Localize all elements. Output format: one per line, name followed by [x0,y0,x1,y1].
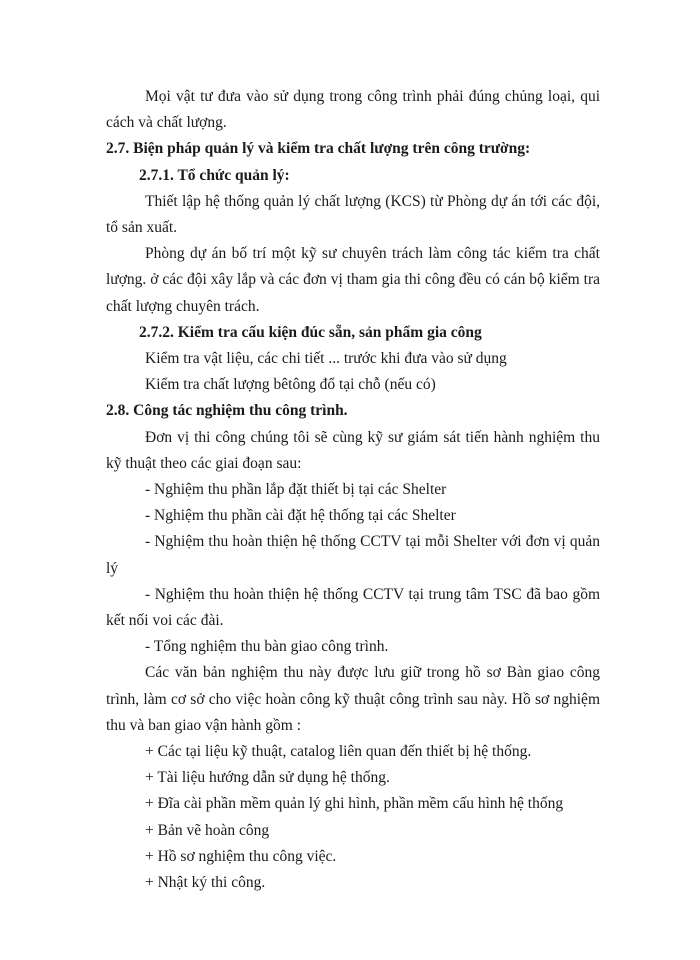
acceptance-stage: - Nghiệm thu phần lắp đặt thiết bị tại các Shelter [145,481,447,499]
record-item: + Tài liệu hướng dẫn sử dụng hệ thống. [145,769,390,787]
document-page [106,84,600,896]
acceptance-stage: - Tổng nghiệm thu bàn giao công trình. [145,638,389,656]
section-2-7-2-heading: 2.7.2. Kiểm tra cấu kiện đúc sẵn, sản phẩm gia công [139,323,482,341]
section-2-8-heading: 2.8. Công tác nghiệm thu công trình. [106,402,348,420]
record-item: + Các tại liệu kỹ thuật, catalog liên quan đến thiết bị hệ thống. [145,743,532,761]
acceptance-stage: - Nghiệm thu hoàn thiện hệ thống CCTV tại trung tâm TSC đã bao gồm kết nối voi các đài. [106,585,600,630]
records-paragraph: Các văn bản nghiệm thu này được lưu giữ trong hồ sơ Bàn giao công trình, làm cơ sở cho việc hoàn công kỹ thuật công trình sau này. Hồ sơ nghiệm thu và ban giao vận hành gồm : [106,664,600,734]
paragraph-engineer: Phòng dự án bố trí một kỹ sư chuyên trách làm công tác kiểm tra chất lượng. ở các đội xây lắp và các đơn vị tham gia thi công đều có cán bộ kiểm tra chất lượng chuyên trách. [106,245,600,315]
record-item: + Hồ sơ nghiệm thu công việc. [145,847,337,865]
acceptance-stage: - Nghiệm thu phần cài đặt hệ thống tại các Shelter [145,507,456,525]
section-2-7-1-heading: 2.7.1. Tổ chức quản lý: [139,166,290,184]
inspection-line: Kiểm tra chất lượng bêtông đổ tại chỗ (nếu có) [145,376,436,394]
acceptance-stage: - Nghiệm thu hoàn thiện hệ thống CCTV tại mỗi Shelter với đơn vị quản lý [106,533,600,577]
acceptance-intro: Đơn vị thi công chúng tôi sẽ cùng kỹ sư giám sát tiến hành nghiệm thu kỹ thuật theo các giai đoạn sau: [106,428,600,472]
inspection-line: Kiểm tra vật liệu, các chi tiết ... trước khi đưa vào sử dụng [145,350,507,368]
intro-paragraph: Mọi vật tư đưa vào sử dụng trong công trình phải đúng chủng loại, qui cách và chất lượng. [106,88,600,132]
record-item: + Nhật ký thi công. [145,874,266,892]
record-item: + Đĩa cài phần mềm quản lý ghi hình, phần mềm cấu hình hệ thống [145,795,564,813]
section-2-7-heading: 2.7. Biện pháp quản lý và kiểm tra chất lượng trên công trường: [106,140,531,158]
paragraph-kcs: Thiết lập hệ thống quản lý chất lượng (KCS) từ Phòng dự án tới các đội, tổ sản xuất. [106,192,600,237]
record-item: + Bản vẽ hoàn công [145,821,270,839]
